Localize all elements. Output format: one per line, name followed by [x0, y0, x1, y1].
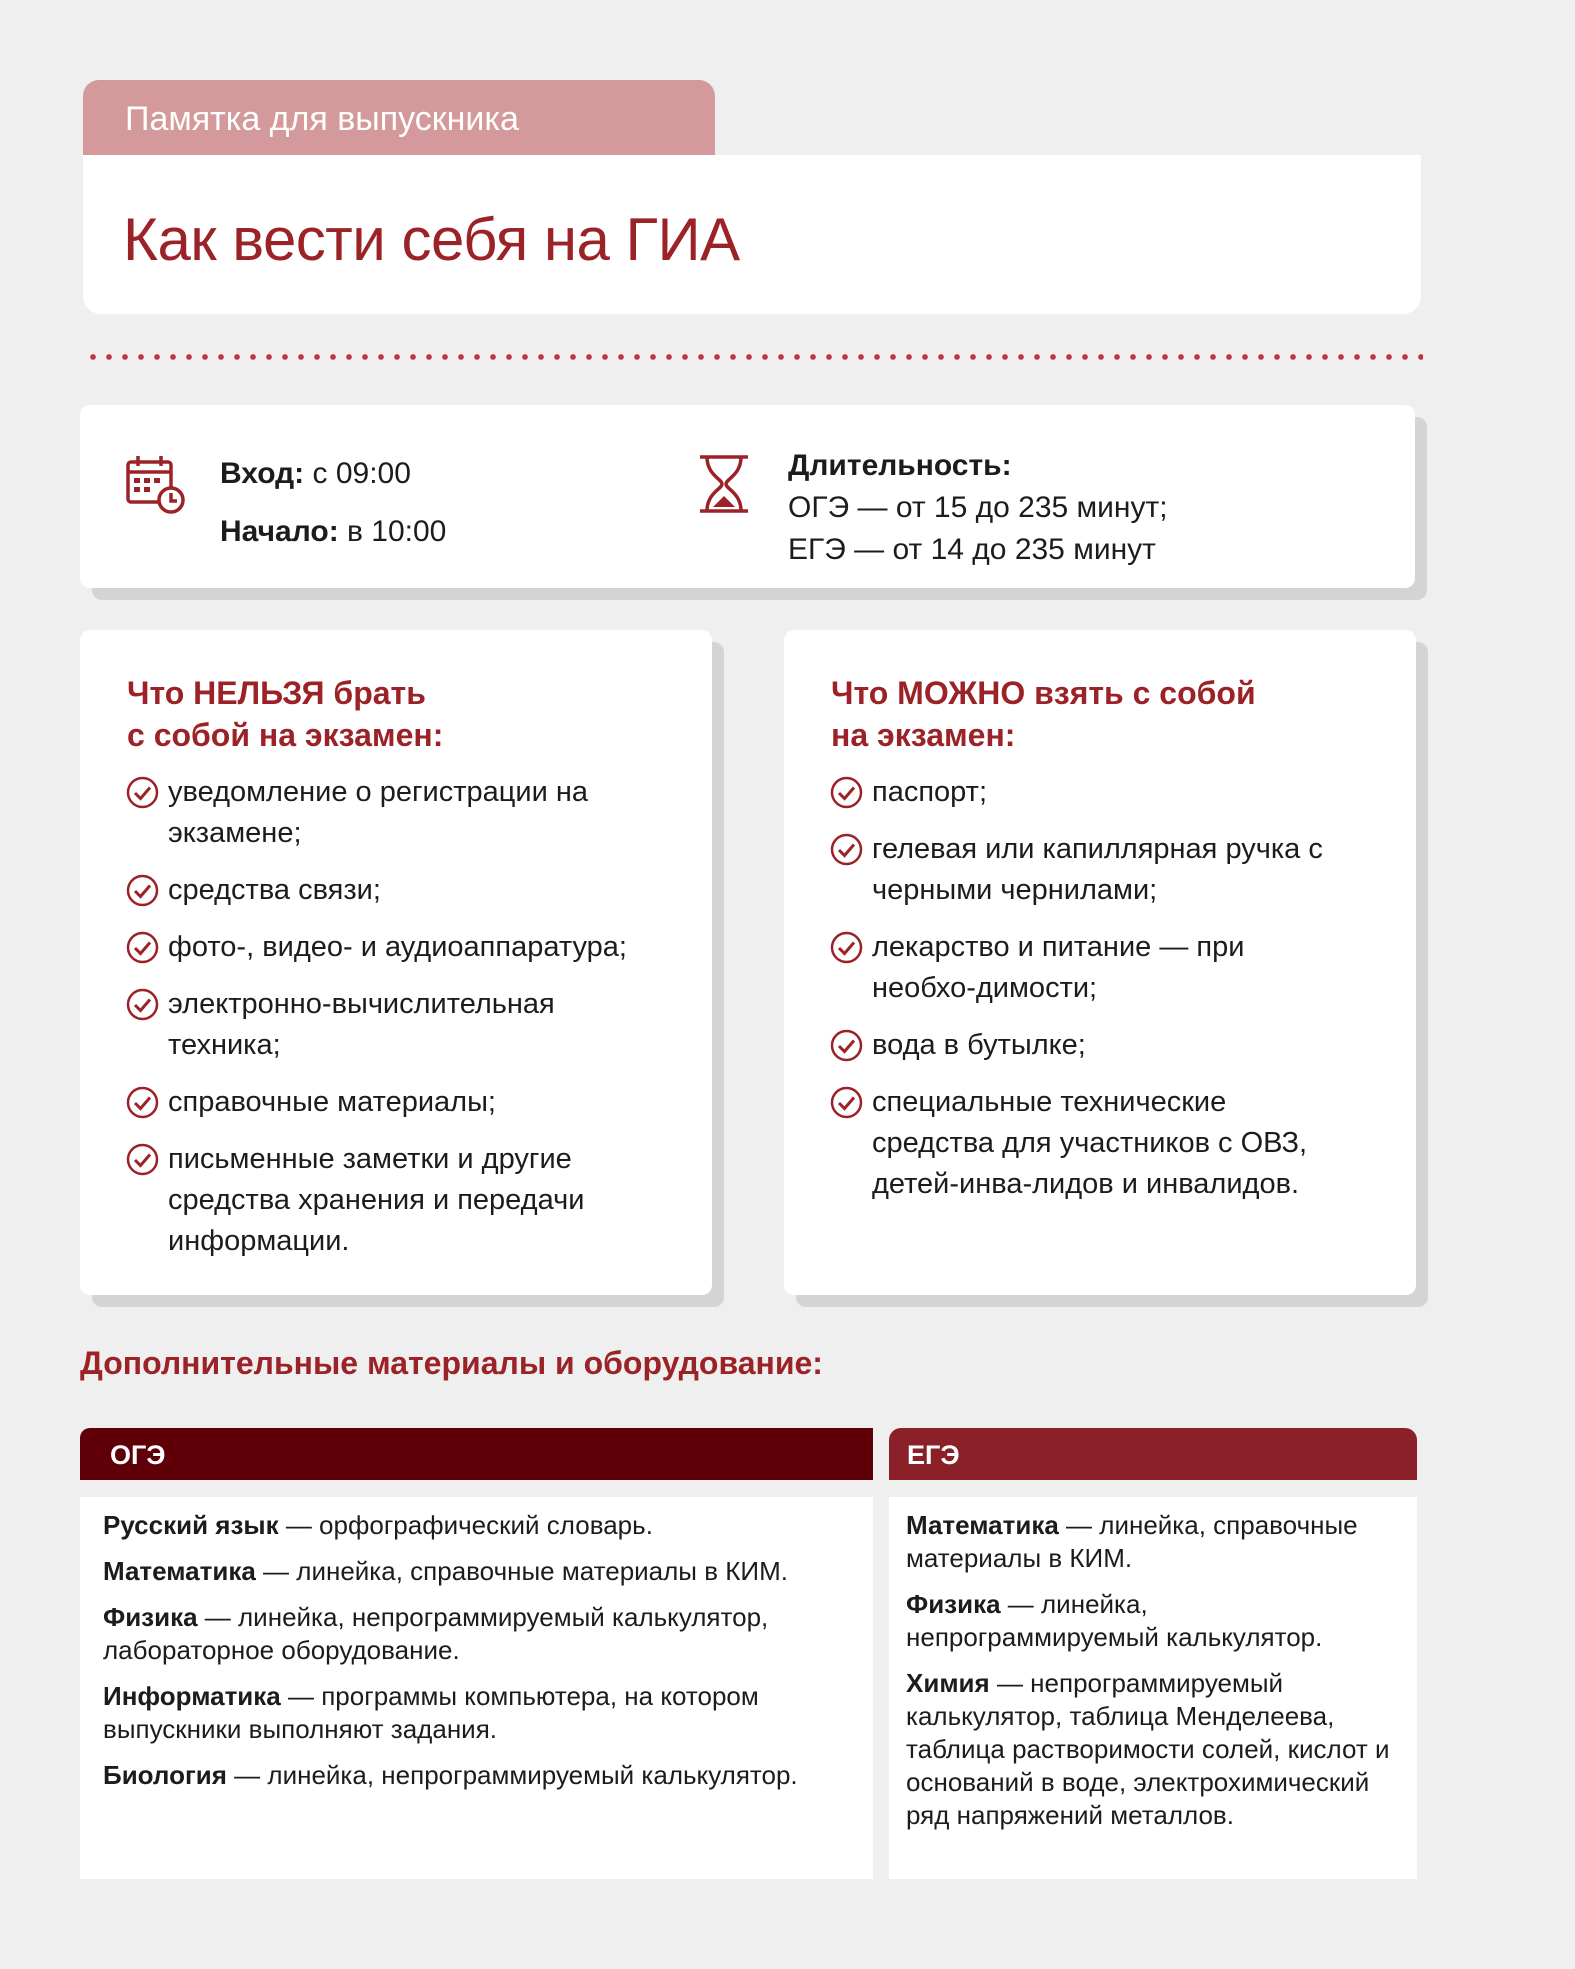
ege-item [906, 1667, 1399, 1832]
list-item-text: письменные заметки и другие средства хранения и передачи информации. [168, 1143, 585, 1257]
subject-name: Физика [906, 1589, 1001, 1619]
entry-value: с 09:00 [304, 457, 411, 490]
entry-row [220, 445, 446, 503]
schedule-card [80, 405, 1415, 588]
entry-label: Вход: [220, 457, 305, 490]
allowed-list [830, 772, 1350, 1221]
dotted-divider [85, 354, 1423, 360]
subject-name: Математика [906, 1510, 1059, 1540]
check-circle-icon [830, 1029, 863, 1062]
calendar-clock-icon [125, 453, 187, 515]
oge-item [103, 1601, 853, 1667]
subject-materials: — линейка, справочные материалы в КИМ. [906, 1510, 1358, 1573]
oge-item [103, 1509, 853, 1542]
subject-name: Информатика [103, 1681, 281, 1711]
duration-ege: ЕГЭ — от 14 до 235 минут [788, 533, 1156, 566]
subject-name: Математика [103, 1556, 256, 1586]
extra-section-title: Дополнительные материалы и оборудование: [80, 1345, 823, 1381]
header-tag [83, 80, 715, 156]
check-circle-icon [126, 1086, 159, 1119]
check-circle-icon [126, 988, 159, 1021]
subject-materials: — орфографический словарь. [278, 1510, 653, 1540]
forbidden-title [127, 672, 443, 756]
list-item [830, 1082, 1350, 1205]
list-item-text: справочные материалы; [168, 1086, 496, 1118]
forbidden-card [80, 630, 712, 1295]
forbidden-title-line1: Что НЕЛЬЗЯ брать [127, 675, 426, 711]
oge-list [80, 1497, 873, 1879]
allowed-title-line1: Что МОЖНО взять с собой [831, 675, 1256, 711]
forbidden-list [126, 772, 666, 1278]
subject-materials: — линейка, непрограммируемый калькулятор. [906, 1589, 1323, 1652]
start-value: в 10:00 [338, 515, 447, 548]
subject-name: Физика [103, 1602, 198, 1632]
list-item-text: паспорт; [872, 776, 987, 808]
page-title: Как вести себя на ГИА [123, 206, 740, 273]
list-item-text: лекарство и питание — при необхо-димости; [872, 931, 1245, 1004]
subject-materials: — линейка, непрограммируемый калькулятор, лабораторное оборудование. [103, 1602, 769, 1665]
allowed-card [784, 630, 1416, 1295]
allowed-title-line2: на экзамен: [831, 717, 1016, 753]
hourglass-icon [696, 453, 752, 515]
entry-info [220, 445, 446, 561]
list-item [126, 984, 666, 1066]
list-item-text: уведомление о регистрации на экзамене; [168, 776, 588, 849]
list-item-text: средства связи; [168, 874, 381, 906]
list-item-text: гелевая или капиллярная ручка с черными чернилами; [872, 833, 1323, 906]
list-item [830, 772, 1350, 813]
list-item [126, 927, 666, 968]
oge-item [103, 1555, 853, 1588]
list-item [830, 927, 1350, 1009]
list-item-text: фото-, видео- и аудиоаппаратура; [168, 931, 627, 963]
subject-materials: — программы компьютера, на котором выпускники выполняют задания. [103, 1681, 759, 1744]
forbidden-title-line2: с собой на экзамен: [127, 717, 444, 753]
subject-name: Химия [906, 1668, 990, 1698]
subject-name: Русский язык [103, 1510, 279, 1540]
check-circle-icon [830, 776, 863, 809]
list-item-text: вода в бутылке; [872, 1029, 1086, 1061]
check-circle-icon [126, 931, 159, 964]
list-item-text: электронно-вычислительная техника; [168, 988, 555, 1061]
duration-info [788, 445, 1168, 571]
subject-materials: — линейка, справочные материалы в КИМ. [255, 1556, 788, 1586]
ege-item [906, 1588, 1399, 1654]
list-item [126, 870, 666, 911]
duration-oge: ОГЭ — от 15 до 235 минут; [788, 491, 1168, 524]
list-item [126, 1139, 666, 1262]
list-item-text: специальные технические средства для участников с ОВЗ, детей-инва-лидов и инвалидов. [872, 1086, 1308, 1200]
check-circle-icon [830, 931, 863, 964]
check-circle-icon [830, 833, 863, 866]
ege-item [906, 1509, 1399, 1575]
check-circle-icon [830, 1086, 863, 1119]
list-item [830, 1025, 1350, 1066]
subject-materials: — непрограммируемый калькулятор, таблица Менделеева, таблица растворимости солей, кислот и оснований в воде, электрохимический ряд напряжений металлов. [906, 1668, 1390, 1830]
title-card [83, 155, 1421, 314]
subject-name: Биология [103, 1760, 227, 1790]
oge-item [103, 1759, 853, 1792]
ege-header: ЕГЭ [889, 1428, 1417, 1480]
allowed-title [831, 672, 1256, 756]
check-circle-icon [126, 776, 159, 809]
check-circle-icon [126, 1143, 159, 1176]
ege-list [889, 1497, 1417, 1879]
header-tag-label: Памятка для выпускника [125, 100, 519, 138]
list-item [126, 1082, 666, 1123]
start-row [220, 503, 446, 561]
oge-item [103, 1680, 853, 1746]
check-circle-icon [126, 874, 159, 907]
subject-materials: — линейка, непрограммируемый калькулятор. [226, 1760, 798, 1790]
start-label: Начало: [220, 515, 339, 548]
list-item [830, 829, 1350, 911]
duration-label: Длительность: [788, 449, 1012, 482]
oge-header: ОГЭ [80, 1428, 873, 1480]
list-item [126, 772, 666, 854]
